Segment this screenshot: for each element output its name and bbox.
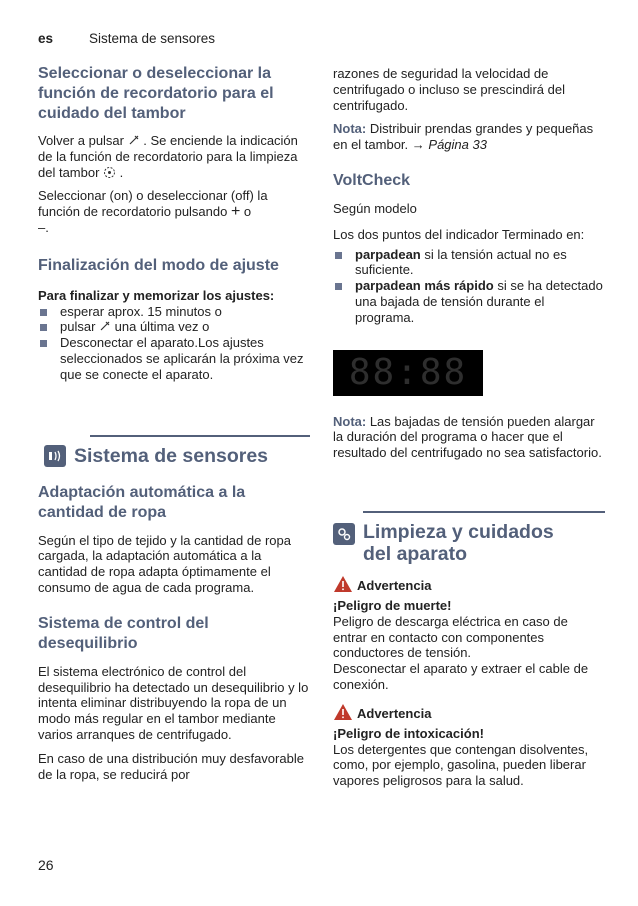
warning-text-1a: Peligro de descarga eléctrica en caso de entrar en contacto con componentes conductores de tensión. bbox=[333, 613, 568, 661]
heading-imbalance-control: Sistema de control del desequilibrio bbox=[38, 614, 209, 652]
section-title-sensors: Sistema de sensores bbox=[74, 444, 269, 467]
arrow-symbol: → bbox=[411, 137, 425, 153]
key-icon bbox=[128, 133, 144, 148]
list-item: parpadean si la tensión actual no es suficiente. bbox=[333, 247, 605, 279]
warning-title-2: ¡Peligro de intoxicación! bbox=[333, 725, 484, 741]
voltcheck-model-note: Según modelo bbox=[333, 200, 417, 216]
list-item: esperar aprox. 15 minutos o bbox=[38, 304, 310, 320]
warning-title-1: ¡Peligro de muerte! bbox=[333, 597, 452, 613]
warning-triangle-icon bbox=[333, 703, 353, 724]
paragraph-imbalance-1: El sistema electrónico de control del desequilibrio ha detectado un desequilibrio y lo intenta eliminar distribuyendo la ropa de un modo más regular en el tambor mediante varios arranques de centrifugado. bbox=[38, 663, 309, 742]
paragraph-continued: razones de seguridad la velocidad de centrifugado o incluso se prescindirá del centrifugado. bbox=[333, 66, 565, 113]
voltcheck-intro: Los dos puntos del indicador Terminado en: bbox=[333, 226, 585, 242]
drum-clean-icon bbox=[103, 165, 120, 180]
paragraph-drum-reminder-2: Seleccionar (on) o deseleccionar (off) la función de recordatorio pulsando + o –. bbox=[38, 188, 268, 235]
list-item: parpadean más rápido si se ha detectado una bajada de tensión durante el programa. bbox=[333, 278, 605, 325]
key-icon bbox=[99, 319, 111, 334]
heading-drum-reminder: Seleccionar o deseleccionar la función de recordatorio para el cuidado del tambor bbox=[38, 65, 274, 122]
left-column bbox=[38, 62, 310, 782]
section-rule bbox=[363, 511, 605, 513]
heading-voltcheck: VoltCheck bbox=[333, 171, 411, 189]
right-column bbox=[333, 62, 605, 789]
warning-label-1: Advertencia bbox=[333, 575, 605, 596]
section-header-sensors bbox=[44, 445, 310, 467]
minus-symbol: –. bbox=[38, 219, 49, 235]
cleaning-gear-icon bbox=[333, 523, 355, 545]
note-voltage-drops: Nota: Las bajadas de tensión pueden alargar la duración del programa o hacer que el resultado del centrifugado no sea satisfactorio. bbox=[333, 413, 602, 461]
page-number: 26 bbox=[38, 857, 54, 873]
list-item: Desconectar el aparato.Los ajustes seleccionados se aplicarán la próxima vez que se conecte el aparato. bbox=[38, 335, 310, 382]
end-settings-lead: Para finalizar y memorizar los ajustes: bbox=[38, 287, 275, 303]
warning-text-2: Los detergentes que contengan disolventes, como, por ejemplo, gasolina, pueden liberar vapores peligrosos para la salud. bbox=[333, 741, 589, 789]
heading-end-settings: Finalización del modo de ajuste bbox=[38, 256, 279, 274]
section-rule bbox=[90, 435, 310, 437]
paragraph-load-adaptation: Según el tipo de tejido y la cantidad de ropa cargada, la adaptación automática a la cantidad de ropa adapta óptimamente el consumo de agua de cada programa. bbox=[38, 532, 291, 595]
warning-triangle-icon bbox=[333, 575, 353, 596]
led-display-image bbox=[333, 350, 483, 396]
paragraph-drum-reminder-1: Volver a pulsar . Se enciende la indicación de la función de recordatorio para la limpieza del tambor . bbox=[38, 133, 298, 180]
paragraph-imbalance-2: En caso de una distribución muy desfavorable de la ropa, se reducirá por bbox=[38, 750, 304, 782]
end-settings-list bbox=[38, 304, 310, 383]
running-header-title: Sistema de sensores bbox=[89, 31, 216, 46]
language-code: es bbox=[38, 31, 54, 46]
plus-symbol: + bbox=[230, 203, 241, 221]
page-reference-link[interactable]: Página 33 bbox=[424, 137, 487, 153]
voltcheck-list bbox=[333, 247, 605, 326]
display-digits: 88:88 bbox=[348, 352, 468, 394]
warning-text-1b: Desconectar el aparato y extraer el cable de conexión. bbox=[333, 661, 589, 692]
section-header-cleaning bbox=[333, 521, 605, 565]
section-title-cleaning: Limpieza y cuidados del aparato bbox=[363, 520, 554, 565]
list-item: pulsar una última vez o bbox=[38, 319, 310, 335]
note-distribute-laundry: Nota: Distribuir prendas grandes y pequeñas en el tambor. → Página 33 bbox=[333, 121, 594, 153]
warning-label-2: Advertencia bbox=[333, 703, 605, 724]
heading-load-adaptation: Adaptación automática a la cantidad de ropa bbox=[38, 483, 246, 521]
sensor-icon bbox=[44, 445, 66, 467]
